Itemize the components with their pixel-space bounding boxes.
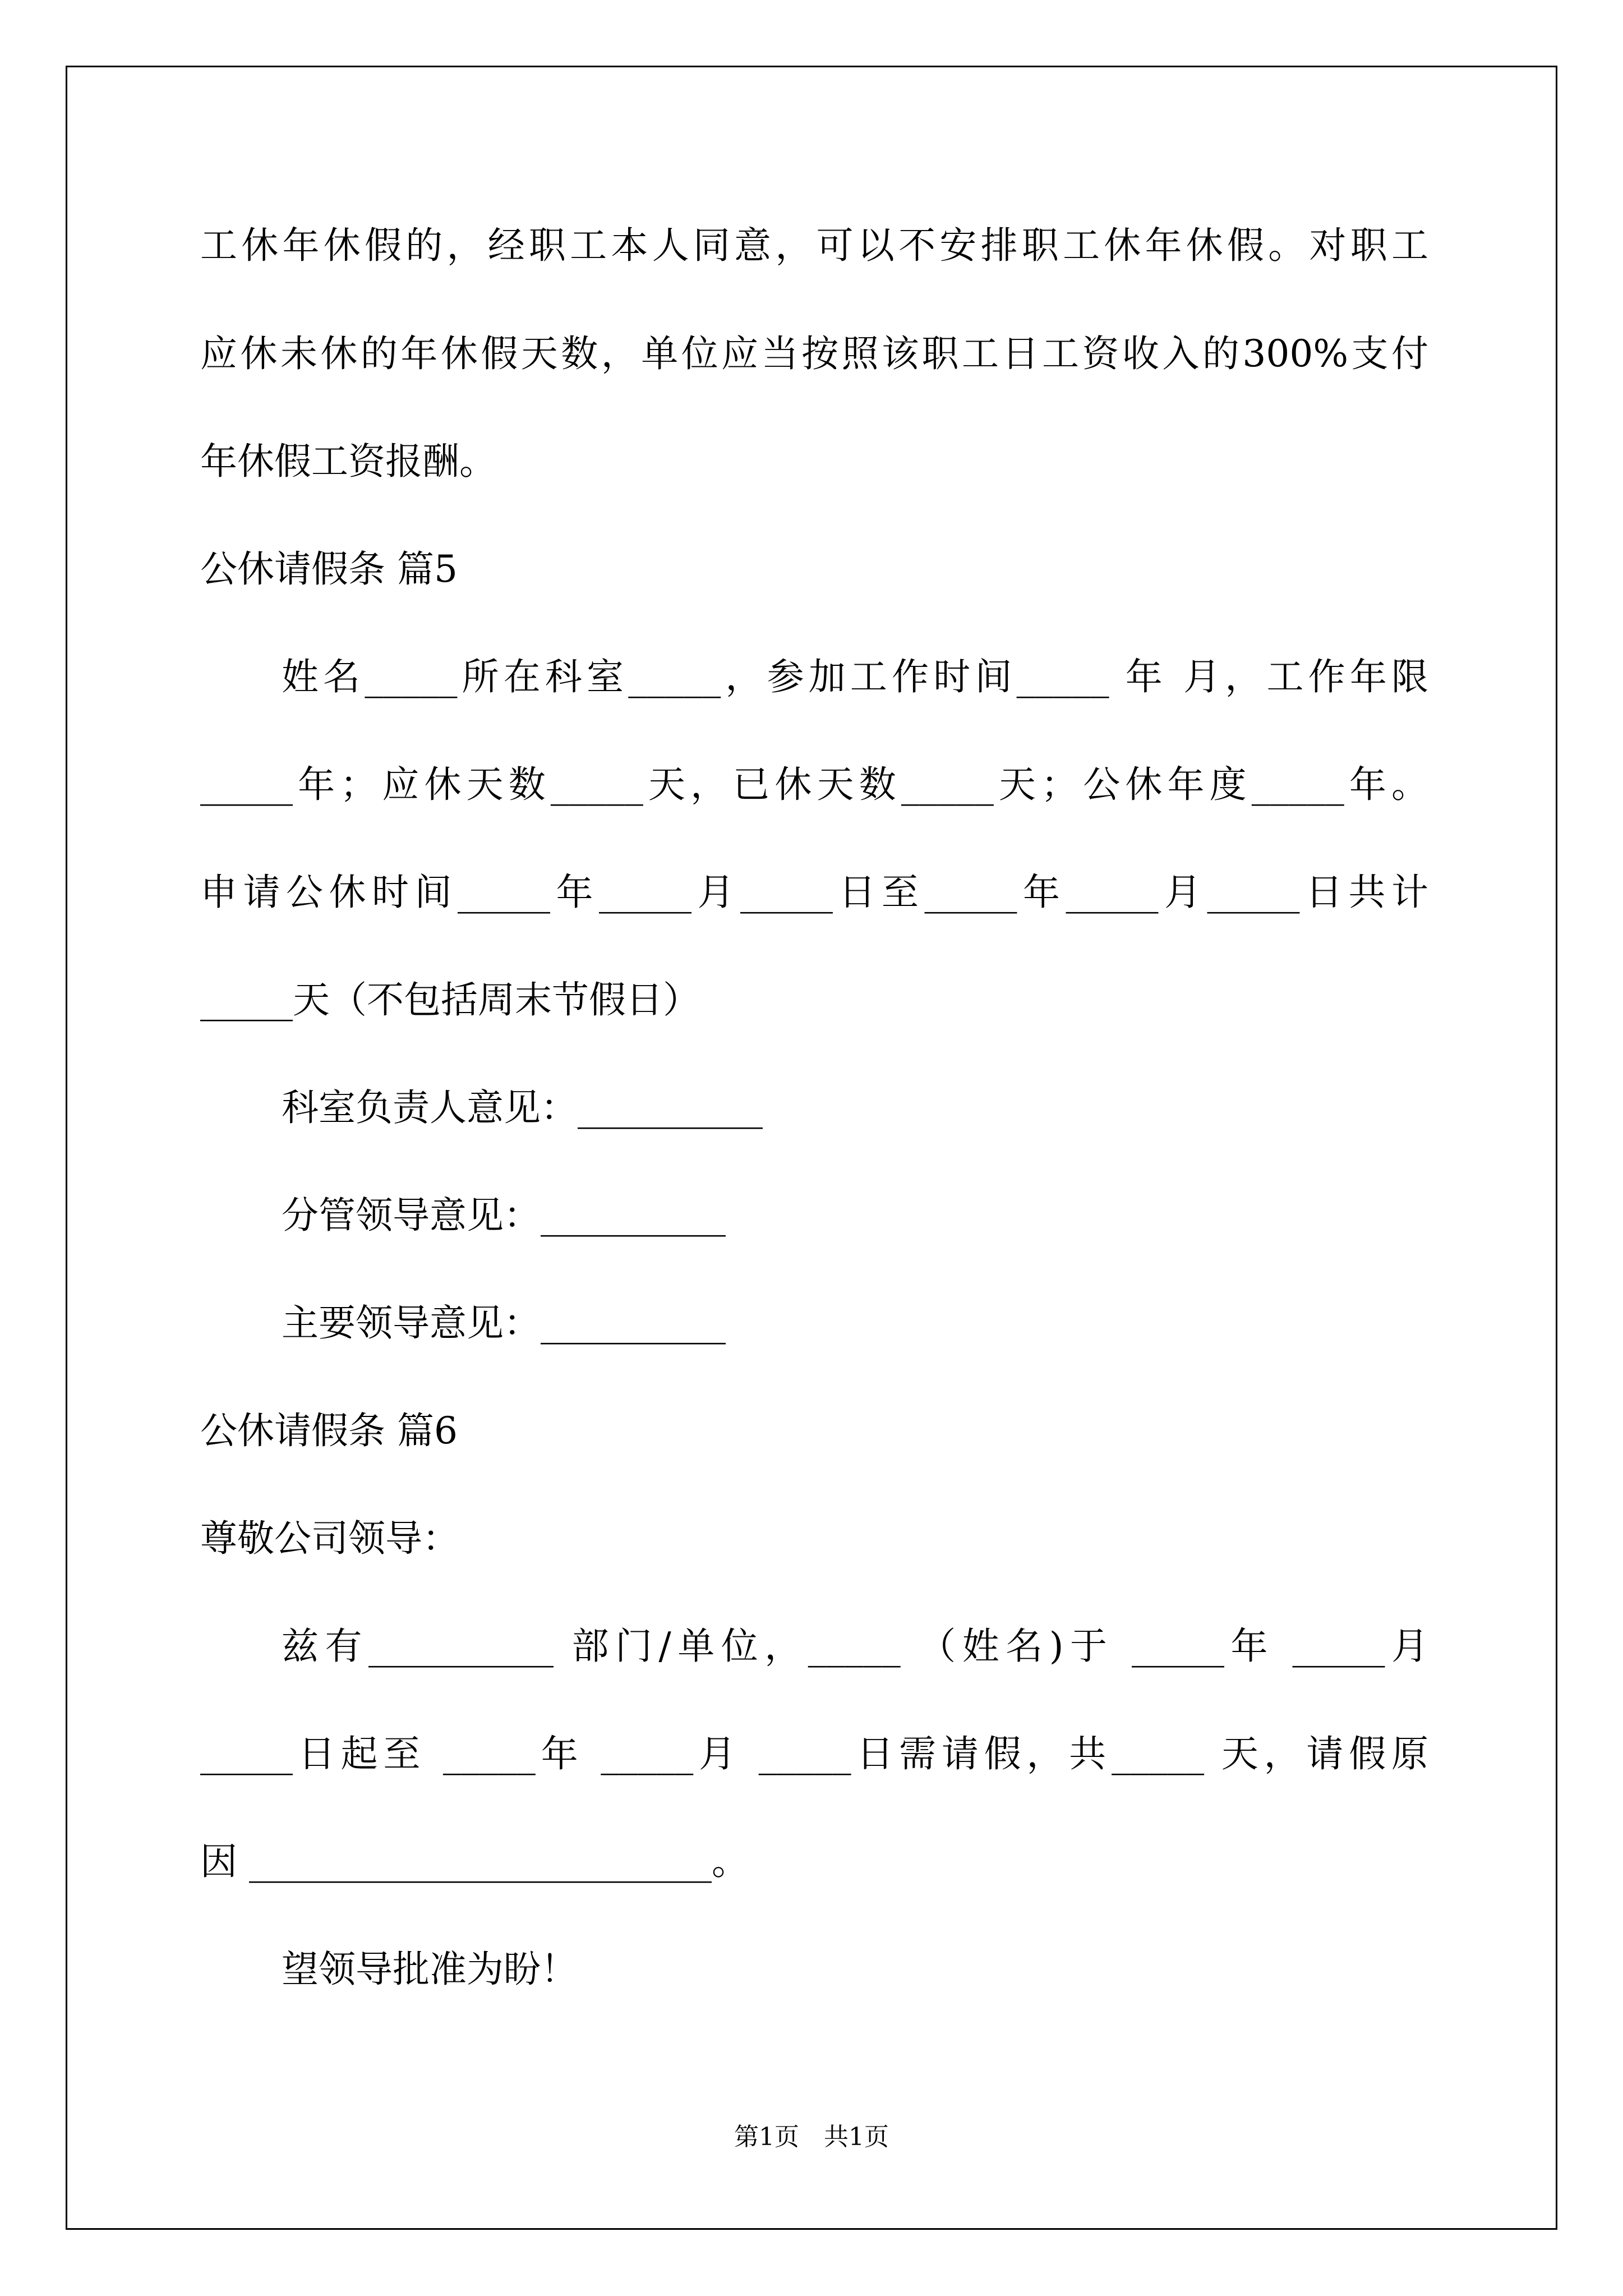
form-line: 姓名_____所在科室_____，参加工作时间_____ 年 月，工作年限 — [282, 655, 1428, 698]
form-line: 申请公休时间_____年_____月_____日至_____年_____月_____日共计 — [200, 871, 1428, 914]
body-line: 年休假工资报酬。 — [200, 440, 496, 483]
closing-line: 望领导批准为盼！ — [282, 1948, 578, 1991]
signature-line: 分管领导意见：__________ — [282, 1194, 726, 1237]
section-heading: 公休请假条 篇6 — [200, 1409, 458, 1452]
form-line: _____日起至 _____年 _____月 _____日需请假，共_____ 天，请假原 — [200, 1732, 1428, 1775]
signature-line: 科室负责人意见：__________ — [282, 1086, 763, 1129]
signature-line: 主要领导意见：__________ — [282, 1301, 726, 1345]
section-heading: 公休请假条 篇5 — [200, 547, 458, 591]
body-line: 应休未休的年休假天数，单位应当按照该职工日工资收入的300%支付 — [200, 332, 1428, 375]
page-border — [66, 66, 1557, 2230]
salutation: 尊敬公司领导： — [200, 1517, 459, 1560]
body-line: 工休年休假的，经职工本人同意，可以不安排职工休年休假。对职工 — [200, 224, 1428, 267]
form-line: 兹有__________ 部门/单位，_____ （姓名)于 _____年 _____月 — [282, 1625, 1428, 1668]
form-line: 因 _________________________。 — [200, 1840, 749, 1883]
page-footer: 第1页 共1页 — [734, 2123, 889, 2151]
form-line: _____年；应休天数_____天，已休天数_____天；公休年度_____年。 — [200, 763, 1428, 806]
form-line: _____天（不包括周末节假日） — [200, 978, 700, 1022]
